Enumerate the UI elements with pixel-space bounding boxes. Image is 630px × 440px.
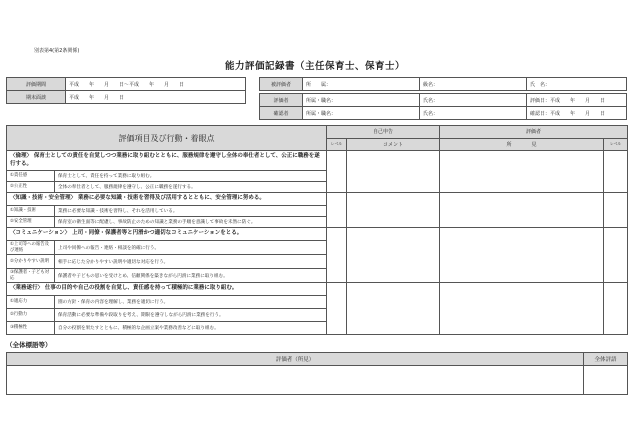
assessee-name[interactable]: 氏 名： [527,78,627,91]
self-report-header: 自己申告 [327,126,440,139]
section-title: 〈倫理〉 保育士としての責任を自覚しつつ業務に取り組むとともに、服務規律を遵守し全体の奉仕者として、公正に職務を遂行する。 [7,151,327,171]
section-title: 〈業務遂行〉 仕事の目的や自己の役割を自覚し、責任感を持って積極的に業務に取り組む。 [7,283,327,296]
item-label: ③積極性 [7,322,55,335]
document-title: 能力評価記録書（主任保育士、保育士） [224,61,405,72]
assessee-table [259,77,627,91]
assessee-grade[interactable]: 級名： [420,78,527,91]
self-level-cell[interactable] [327,228,347,283]
section-knowledge [7,193,628,206]
section-title: 〈知識・技術・安全管理〉 業務に必要な知識・技術を習得及び活用するとともに、安全管理に努める。 [7,193,327,206]
comment-cell[interactable] [347,283,440,335]
assessee-label: 被評価者 [260,78,303,91]
period-value[interactable]: 平成 年 月 日〜平成 年 月 日 [66,78,246,91]
period-label: 評価期間 [7,78,66,91]
evaluator-level-cell[interactable] [604,228,628,283]
self-level-header: レベル [327,138,347,151]
item-label: ①責任感 [7,171,55,182]
item-description: 保育士として、責任を持って業務に取り組む。 [55,171,327,182]
confirmer-row [260,107,627,120]
confirmer-label: 確認者 [260,107,303,120]
evaluators-table [259,93,627,120]
item-label: ②公正性 [7,182,55,193]
self-level-cell[interactable] [327,193,347,228]
opinion-cell[interactable] [440,283,604,335]
self-level-cell[interactable] [327,283,347,335]
confirmer-affiliation[interactable]: 所属・職名： [303,107,420,120]
overall-opinion-cell[interactable] [7,366,584,395]
overall-table [6,352,628,395]
item-description: 上司や同僚への報告・連絡・相談を的確に行う。 [55,241,327,255]
comment-cell[interactable] [347,193,440,228]
item-description: 保育活動に必要な準備や段取りを考え、期限を遵守しながら円滑に業務を行う。 [55,309,327,322]
evaluator-name[interactable]: 氏名： [420,94,527,107]
evaluation-table [6,125,628,335]
confirmation-date[interactable]: 確認日：平成 年 月 日 [527,107,627,120]
overall-rating-header: 全体評語 [584,353,628,366]
evaluator-affiliation[interactable]: 所属・職名： [303,94,420,107]
item-label: ②分かりやすい説明 [7,255,55,269]
overall-rating-cell[interactable] [584,366,628,395]
evaluator-level-header: レベル [604,138,628,151]
confirmer-name[interactable]: 氏名： [420,107,527,120]
item-description: 保育室の衛生面等に配慮し、事故防止のための知識と業務の手順を意識して事故を未然に防ぐ。 [55,217,327,228]
evaluator-level-cell[interactable] [604,193,628,228]
items-header: 評価項目及び行動・着眼点 [7,126,327,151]
section-execution [7,283,628,296]
document-reference: 別表第4(第2条関係) [34,48,80,54]
item-label: ①上司等への報告及び連絡 [7,241,55,255]
item-description: 自分の役割を果たすとともに、積極的な企画立案や業務改善などに取り組む。 [55,322,327,335]
item-description: 園の方針・保育の内容を理解し、業務を適切に行う。 [55,296,327,309]
period-table [6,77,246,104]
evaluator-level-cell[interactable] [604,283,628,335]
evaluation-date[interactable]: 評価日：平成 年 月 日 [527,94,627,107]
end-interview-value[interactable]: 平成 年 月 日 [66,91,246,104]
item-label: ②安全管理 [7,217,55,228]
item-label: ②行動力 [7,309,55,322]
section-title: 〈コミュニケーション〉 上司・同僚・保護者等と円滑かつ適切なコミュニケーションをとる。 [7,228,327,241]
opinion-cell[interactable] [440,193,604,228]
evaluator-header: 評価者 [440,126,628,139]
item-label: ③保護者・子ども対応 [7,269,55,283]
comment-cell[interactable] [347,228,440,283]
item-description: 相手に応じた分かりやすい説明や適切な対応を行う。 [55,255,327,269]
item-description: 全体の奉仕者として、服務規律を遵守し、公正に職務を遂行する。 [55,182,327,193]
section-ethics [7,151,628,171]
item-label: ①知識・技術 [7,206,55,217]
assessee-affiliation[interactable]: 所 属： [303,78,420,91]
evaluator-level-cell[interactable] [604,151,628,193]
self-level-cell[interactable] [327,151,347,193]
evaluator-row [260,94,627,107]
overall-label: （全体標語等） [6,341,52,349]
item-label: ①適応力 [7,296,55,309]
comment-header: コメント [347,138,440,151]
opinion-header: 所 見 [440,138,604,151]
section-communication [7,228,628,241]
item-description: 保護者や子どもの思いを受けとめ、信頼関係を築きながら円滑に業務に取り組む。 [55,269,327,283]
opinion-cell[interactable] [440,151,604,193]
comment-cell[interactable] [347,151,440,193]
overall-opinion-header: 評価者（所見） [7,353,584,366]
end-interview-label: 期末面談 [7,91,66,104]
item-description: 業務に必要な知識・技術を習得し、それを活用している。 [55,206,327,217]
evaluator-label: 評価者 [260,94,303,107]
opinion-cell[interactable] [440,228,604,283]
